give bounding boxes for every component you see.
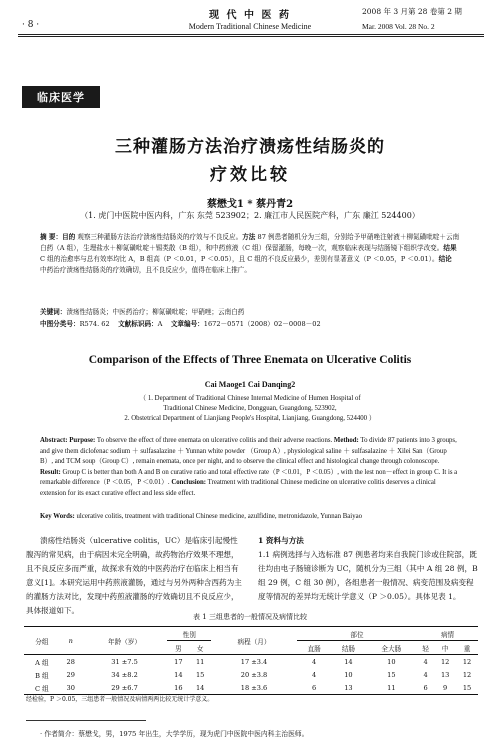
footnote: · 作者简介：蔡懋戈，男，1975 年出生，大学学历，现为虎门中医院中医内科主治医师。: [40, 730, 309, 738]
en-method-text: To divide 87 patients into 3 groups, and give them diclofenac sodium ＋ sulfasalazine ＋ Yunnan white powder （Group A）, physiological saline ＋ sulfasalazine ＋ Xilei San（Group B）, and TCM soup（Group C）, remain enemata, once per night, and to observe the clinical effect and histological change through colonoscope.: [40, 437, 457, 465]
section-label: 临床医学: [22, 86, 100, 108]
result-text: C 组的治愈率与总有效率均比 A，B 组高（P ＜0.01，P ＜0.05），且 C 组的不良反应最少，差别有显著意义（P ＜0.05，P ＜0.01）。: [40, 255, 439, 263]
issue-cn: 2008 年 3 月第 28 卷第 2 期: [362, 7, 462, 16]
th-colon: 结肠: [341, 644, 355, 653]
table-cell: 11: [387, 683, 396, 692]
table-cell: C 组: [35, 684, 49, 693]
section-heading: 1 资料与方法: [258, 536, 304, 545]
keywords-en: [40, 512, 460, 523]
table-cell: 12: [440, 657, 450, 666]
th-severe: 重: [463, 644, 471, 653]
th-n: n: [68, 636, 73, 645]
method-text: 87 例患者随机分为三组，分别给予甲硝唑注射液＋柳氮磺吡啶＋云南白药（A 组），生理盐水＋柳氮磺吡啶＋锡类散（B 组），和中药煎液（C 组）保留灌肠，每晚一次，观察临床表现与结肠镜下组织学改变。: [40, 233, 460, 252]
table-cell: 20 ±3.8: [240, 670, 268, 679]
clc-value: R574. 62: [79, 320, 110, 328]
issue-en: Mar. 2008 Vol. 28 No. 2: [362, 22, 435, 31]
english-affil-3: 2. Obstetrical Department of Lianjiang People's Hospital, Lianjiang, Guangdong, 524400 ）: [124, 415, 376, 422]
table-cell: 10: [387, 657, 396, 666]
doc-value: A: [157, 320, 163, 328]
th-course: 病程（月）: [237, 637, 271, 646]
keywords-text: 溃疡性结肠炎；中医药治疗；柳氮磺吡啶；甲硝唑；云南白药: [66, 308, 245, 316]
table-cell: 15: [387, 670, 396, 679]
abstract-en: [40, 436, 460, 499]
purpose-label: 目的: [62, 233, 76, 241]
method-label: 方法: [242, 233, 256, 241]
en-conclusion-text: Treatment with traditional Chinese medicine on ulcerative colitis deserves a clinical extension for its exact curative effect and less side effect.: [40, 479, 436, 497]
conclusion-text: 中药治疗溃疡性结肠炎的疗效确切，且不良反应少，值得在临床上推广。: [40, 266, 251, 274]
doc-label: 文献标识码：: [118, 320, 158, 328]
th-mild: 轻: [422, 644, 429, 653]
table-caption: 表 1 三组患者的一般情况及病情比较: [193, 613, 307, 621]
article-value: 1672－0571（2008）02－0008－02: [203, 320, 321, 328]
english-affil-2: Traditional Chinese Medicine, Dongguan, Guangdong, 523902,: [163, 405, 337, 412]
journal-title-cn: 现 代 中 医 药: [209, 10, 291, 21]
th-age: 年龄（岁）: [108, 637, 141, 646]
table-cell: 17 ±3.4: [240, 657, 268, 666]
header-rule-2: [18, 36, 484, 37]
table-note: 经检验，P ＞0.05，三组患者一般情况及病情两两比较无统计学意义。: [26, 696, 214, 703]
table-cell: 6: [423, 683, 428, 692]
th-whole: 全大肠: [381, 644, 402, 653]
table-cell: 14: [195, 683, 205, 692]
en-purpose-text: To observe the effect of three enemata on ulcerative colitis and their adverse reactions.: [95, 437, 333, 444]
table-cell: 4: [311, 670, 317, 679]
table-cell: 15: [195, 670, 205, 679]
table-cell: 18 ±3.6: [240, 683, 268, 692]
en-conclusion-label: Conclusion:: [171, 479, 207, 486]
journal-title-en: Modern Traditional Chinese Medicine: [188, 22, 312, 31]
table-cell: 29: [66, 670, 75, 679]
table-cell: 34 ±8.2: [111, 670, 138, 679]
table-cell: 17: [174, 657, 183, 666]
table-cell: 6: [311, 683, 317, 692]
th-male: 男: [175, 644, 182, 653]
en-result-label: Result:: [40, 468, 61, 476]
table-cell: 4: [423, 657, 428, 666]
result-label: 结果: [443, 244, 457, 252]
table-cell: 10: [344, 670, 353, 679]
table-cell: 12: [462, 670, 472, 679]
en-purpose-label: Purpose:: [69, 437, 96, 444]
header-rule: [18, 34, 484, 35]
en-keywords-text: ulcerative colitis, treatment with traditional Chinese medicine, azulfidine, metronidazole, Yunnan Baiyao: [74, 513, 363, 520]
keywords-label: 关键词：: [40, 308, 67, 316]
en-result-text: Group C is better than both A and B on curative ratio and total effective rate（P ＜0.01，P ＜0.05）, with the lest non－effect in group C. It is a remarkable difference（P ＜0.05，P ＜0.01）.: [40, 468, 458, 486]
page-number: · 8 ·: [22, 20, 40, 30]
table-cell: 14: [344, 657, 353, 666]
table-cell: 30: [66, 683, 75, 692]
table-row: [24, 668, 478, 681]
table-row: [24, 681, 478, 695]
article-label: 文章编号：: [170, 320, 204, 328]
th-severity: 病情: [417, 627, 478, 641]
table-cell: 9: [443, 683, 448, 692]
th-rectum: 直肠: [307, 644, 321, 653]
table-cell: 16: [174, 683, 183, 692]
english-authors: Cai Maoge1 Cai Danqing2: [204, 380, 296, 389]
table-cell: 29 ±6.7: [111, 683, 138, 692]
patients-table: [24, 626, 478, 695]
th-moderate: 中: [441, 644, 449, 653]
abstract-label: 摘 要：: [40, 233, 63, 241]
table-cell: 28: [66, 657, 75, 666]
affiliation: （1. 虎门中医院中医内科，广东 东莞 523902；2. 廉江市人民医院产科，广东 廉江 524400）: [80, 211, 420, 220]
th-female: 女: [196, 644, 204, 653]
english-affil-1: （ 1. Department of Traditional Chinese Internal Medicine of Humen Hospital of: [139, 395, 361, 402]
table-cell: 13: [344, 683, 353, 692]
table-row: [24, 655, 478, 669]
en-abstract-label: Abstract:: [40, 437, 68, 444]
authors: 蔡懋戈1 * 蔡丹青2: [206, 199, 294, 210]
th-group: 分组: [35, 637, 49, 646]
footnote-rule: [26, 720, 146, 721]
classification-line: [40, 319, 460, 330]
table-cell: 4: [311, 657, 317, 666]
table-cell: 11: [195, 657, 205, 666]
table-cell: 15: [462, 683, 472, 692]
clc-label: 中图分类号：: [40, 320, 80, 328]
table-cell: 4: [423, 670, 428, 679]
methods-paragraph: 1.1 病例选择与入选标准 87 例患者均来自我院门诊或住院部，既往均由电子肠镜诊断为 UC，随机分为三组（其中 A 组 28 例，B 组 29 例，C 组 30 例），各组患者一般情况、病变范围及病变程度等情况的差异均无统计学意义（P ＞0.05）。具体见表 1。: [258, 550, 478, 601]
abstract-cn: [40, 232, 460, 276]
purpose-text: 观察三种灌肠方法治疗溃疡性结肠炎的疗效与不良反应。: [75, 233, 243, 241]
conclusion-label: 结论: [438, 255, 452, 263]
table-cell: 14: [174, 670, 183, 679]
table-cell: 13: [440, 670, 450, 679]
table-cell: 12: [462, 657, 472, 666]
table-cell: A 组: [35, 658, 49, 667]
title-line-2: 疗效比较: [210, 165, 290, 185]
table-cell: B 组: [35, 671, 49, 680]
th-site: 部位: [297, 627, 417, 641]
en-method-label: Method:: [333, 437, 359, 444]
table-cell: 31 ±7.5: [111, 657, 138, 666]
intro-paragraph: 溃疡性结肠炎（ulcerative colitis，UC）是临床引起慢性腹泻的常见病，由于病因未完全明确，故药物治疗效果不理想，且不良反应多而严重，故探求有效的中医药治疗在临床上相当有意义[1]。本研究运用中药煎液灌肠，通过与另外两种含西药为主的灌肠方法对比，发现中药煎液灌肠的疗效确切且不良反应少，具体报道如下。: [26, 536, 242, 615]
title-line-1: 三种灌肠方法治疗溃疡性结肠炎的: [115, 137, 385, 157]
english-title: Comparison of the Effects of Three Enemata on Ulcerative Colitis: [88, 354, 412, 366]
th-sex: 性别: [167, 627, 211, 641]
en-keywords-label: Key Words:: [40, 513, 75, 520]
keywords-cn: [40, 307, 460, 318]
